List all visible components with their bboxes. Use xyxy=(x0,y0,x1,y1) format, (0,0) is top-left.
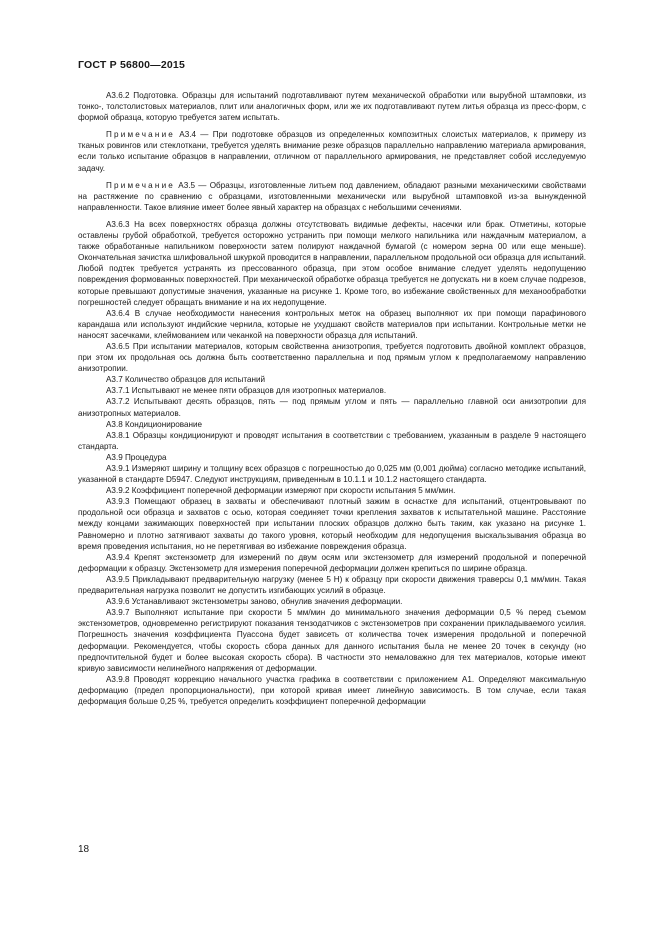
note-label: Примечание xyxy=(106,130,176,140)
paragraph-a3-6-2: А3.6.2 Подготовка. Образцы для испытаний подготавливают путем механической обработки или вырубной штамповки, из тонко-, толстолистовых материалов, плит или аналогичных форм, или же их подготавливают путем литья образца из пресс-форм, с формой образца, которую требуется затем испытать. xyxy=(78,91,586,123)
paragraph-a3-9-5: А3.9.5 Прикладывают предварительную нагрузку (менее 5 Н) к образцу при скорости движения траверсы 0,1 мм/мин. Такая предварительная нагрузка позволит не допустить изгибающих усилий в образце. xyxy=(78,574,586,596)
note-a3-5: Примечание А3.5 — Образцы, изготовленные литьем под давлением, обладают разными механическими свойствами на растяжение по сравнению с образцами, изготовленными механически или вырубной штамповкой из-за вынужденной направленности. Такое влияние имеет более явный характер на образцах с небольшими сечениями. xyxy=(78,180,586,212)
heading-a3-8: А3.8 Кондиционирование xyxy=(106,419,203,429)
document-body xyxy=(78,90,586,707)
paragraph-a3-9-3: А3.9.3 Помещают образец в захваты и обеспечивают плотный зажим в оснастке для испытаний, отцентровывают по продольной оси образца и захватов с осью, которая соединяет точки крепления захватов к испытательной машине. Расстояние между концами зажимающих поверхностей при испытании плоских образцов должно быть таким, как указано на рисунке 1. Равномерно и плотно затягивают захваты до такого уровня, который необходим для недопущения выскальзывания образца во время проведения испытания, но не перетягивая во избежание повреждения образца. xyxy=(78,497,586,551)
paragraph-a3-9-8: А3.9.8 Проводят коррекцию начального участка графика в соответствии с приложением А1. Определяют максимальную деформацию (предел пропорциональности), при которой кривая имеет линейную зависимость. В том случае, если такая деформация больше 0,25 %, требуется определить коэффициент поперечной деформации xyxy=(78,674,586,706)
paragraph-a3-7-1: А3.7.1 Испытывают не менее пяти образцов для изотропных материалов. xyxy=(106,386,387,396)
note-a3-4: Примечание А3.4 — При подготовке образцов из определенных композитных слоистых материалов, к примеру из тканых ровингов или стеклоткани, требуется уделять внимание резке образцов параллельно направлению материала армирования, если только испытание образцов в направлении, отличном от параллельного армирования, не представляет собой исследуемую задачу. xyxy=(78,130,586,173)
paragraph-a3-9-6: А3.9.6 Устанавливают экстензометры заново, обнулив значения деформации. xyxy=(106,597,403,607)
paragraph-a3-8-1: А3.8.1 Образцы кондиционируют и проводят испытания в соответствии с требованием, указанным в разделе 9 настоящего стандарта. xyxy=(78,430,586,451)
paragraph-a3-6-3: А3.6.3 На всех поверхностях образца должны отсутствовать видимые дефекты, насечки или брак. Отметины, которые оставлены грубой обработкой, требуется осторожно устранить при помощи мелкого напильника или наждачным материалом, а также обработанные напильником поверхности затем полируют наждачной бумагой (с номером зерна 00 или еще меньше). Окончательная зачистка шлифовальной шкуркой проводится в направлении, параллельном продольной оси образца для испытаний. Любой подтек требуется устранять из прессованного образца, при этом особое внимание следует уделять недопущению повреждения формованных поверхностей. При механической обработке образца требуется не допускать ни в коем случае подрезов, которые превышают допустимые значения, указанные на рисунке 1. Кроме того, во избежание свойственных для механообработки погрешностей следует обращать внимание и на их недопущение. xyxy=(78,219,586,307)
paragraph-a3-9-4: А3.9.4 Крепят экстензометр для измерений по двум осям или экстензометр для измерений продольной и поперечной деформации к образцу. Экстензометр для измерения поперечной деформации должен крепиться по ширине образца. xyxy=(78,552,586,573)
paragraph-a3-9-2: А3.9.2 Коэффициент поперечной деформации измеряют при скорости испытания 5 мм/мин. xyxy=(106,486,456,496)
note-label: Примечание xyxy=(106,180,176,190)
paragraph-a3-6-5: А3.6.5 При испытании материалов, которым свойственна анизотропия, требуется подготовить двойной комплект образцов, при этом их продольная ось должна быть соответственно параллельна и под прямым углом к предполагаемому направлению анизотропии. xyxy=(78,341,586,374)
paragraph-a3-6-4: А3.6.4 В случае необходимости нанесения контрольных меток на образец выполняют их при помощи парафинового карандаша или используют индийские чернила, которые не ухудшают свойств материалов при испытании. Контрольные метки не наносят засечками, клеймованием или чеканкой на поверхности образца для испытаний. xyxy=(78,308,586,340)
paragraph-a3-9-7: А3.9.7 Выполняют испытание при скорости 5 мм/мин до минимального значения деформации 0,5 % перед съемом экстензометров, одновременно регистрируют показания тензодатчиков с экстензометров при сохранении прикладываемого усилия. Погрешность значения коэффициента Пуассона будет зависеть от количества точек измерения продольной и поперечной деформации. Рекомендуется, чтобы скорость сбора данных для данного испытания была не менее 20 точек в секунду (но предпочтительной будет и более высокая скорость сбора). В частности это немаловажно для тех материалов, которые имеют кривую зависимости нелинейного напряжения от деформации. xyxy=(78,608,586,673)
heading-a3-7: А3.7 Количество образцов для испытаний xyxy=(106,375,266,385)
heading-a3-9: А3.9 Процедура xyxy=(106,452,167,462)
paragraph-a3-9-1: А3.9.1 Измеряют ширину и толщину всех образцов с погрешностью до 0,025 мм (0,001 дюйма) согласно методике испытаний, указанной в стандарте D5947. Следуют инструкциям, приведенным в 10.1.1 и 10.1.2 настоящего стандарта. xyxy=(78,464,586,485)
page-number: 18 xyxy=(78,844,90,855)
document-header: ГОСТ Р 56800—2015 xyxy=(78,59,186,71)
paragraph-a3-7-2: А3.7.2 Испытывают десять образцов, пять — под прямым углом и пять — параллельно главной оси анизотропии для анизотропных материалов. xyxy=(78,397,586,418)
